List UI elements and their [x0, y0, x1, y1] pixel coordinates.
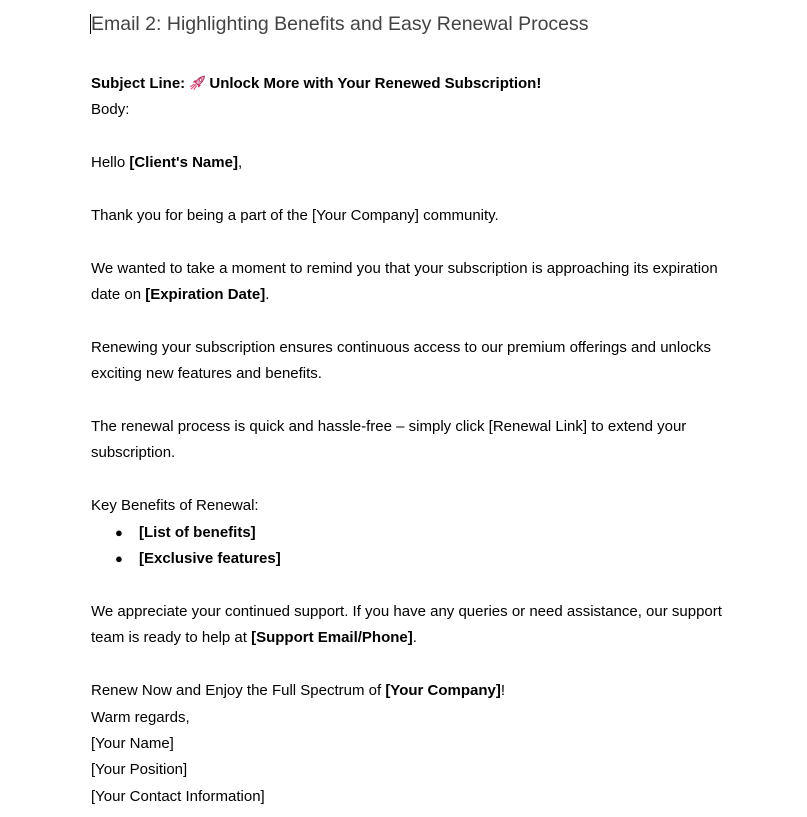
subject-line: [91, 71, 541, 97]
page-title: Email 2: Highlighting Benefits and Easy Renewal Process: [91, 13, 589, 35]
reminder-end: .: [265, 286, 270, 304]
rocket-icon: [189, 75, 206, 90]
benefits-title: Key Benefits of Renewal:: [91, 497, 259, 514]
signoff-position: [Your Position]: [91, 761, 188, 778]
closing-text: Renew Now and Enjoy the Full Spectrum of: [91, 682, 386, 699]
support-text: We appreciate your continued support. If you have any queries or need assistance, our support team is ready to help at: [91, 603, 722, 647]
support-end: .: [412, 629, 417, 647]
signoff-contact: [Your Contact Information]: [91, 788, 265, 805]
client-name-placeholder: [Client's Name]: [129, 154, 238, 171]
bullet-icon: ●: [115, 551, 123, 566]
process-paragraph: The renewal process is quick and hassle-free – simply click [Renewal Link] to extend your subscription.: [91, 418, 687, 462]
expiration-date-placeholder: [Expiration Date]: [145, 286, 266, 304]
signoff-name: [Your Name]: [91, 735, 174, 752]
support-paragraph: [91, 599, 723, 652]
subject-label: Subject Line:: [91, 75, 186, 92]
reminder-text: We wanted to take a moment to remind you that your subscription is approaching its expiration date on: [91, 260, 718, 304]
company-placeholder: [Your Company]: [385, 682, 501, 699]
closing-line: [91, 678, 505, 704]
thanks-paragraph: Thank you for being a part of the [Your Company] community.: [91, 207, 499, 224]
benefit-item-text: [List of benefits]: [139, 524, 256, 541]
closing-end: !: [500, 682, 506, 699]
reminder-paragraph: [91, 256, 723, 309]
list-item: [115, 546, 281, 572]
renewing-paragraph: Renewing your subscription ensures continuous access to our premium offerings and unlocks exciting new features and benefits.: [91, 339, 712, 383]
greeting-comma: ,: [237, 154, 243, 171]
support-contact-placeholder: [Support Email/Phone]: [251, 629, 413, 647]
signoff-regards: Warm regards,: [91, 709, 190, 726]
subject-text: Unlock More with Your Renewed Subscription!: [209, 75, 542, 92]
bullet-icon: ●: [115, 525, 123, 540]
list-item: [115, 520, 256, 546]
greeting-hello: Hello: [91, 154, 130, 171]
benefit-item-text: [Exclusive features]: [139, 550, 281, 567]
body-label: Body:: [91, 101, 130, 118]
greeting-line: [91, 150, 242, 176]
